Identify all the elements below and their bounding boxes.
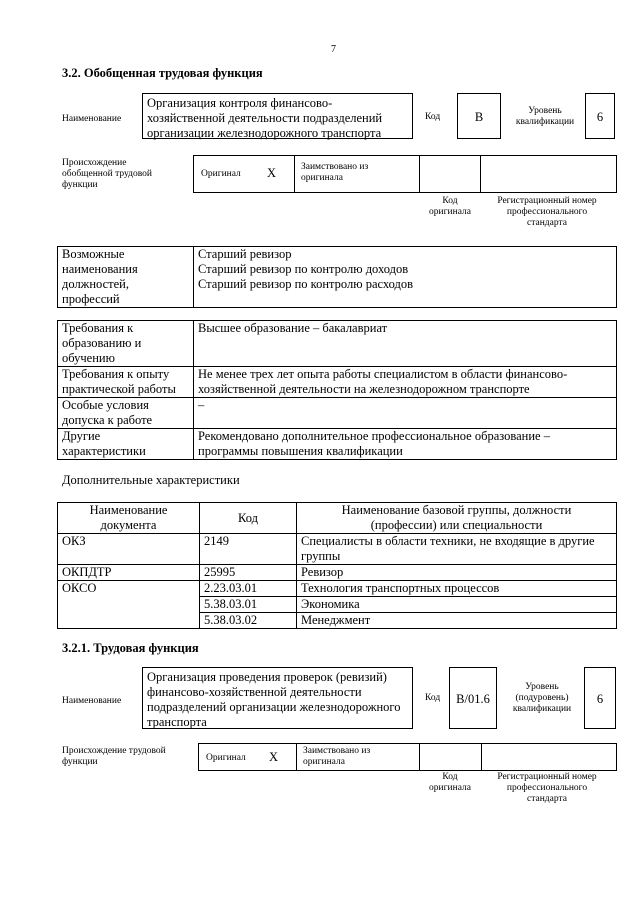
table-row xyxy=(58,565,617,581)
borrowed-label xyxy=(301,162,368,184)
position-item: Старший ревизор xyxy=(198,247,292,261)
row-name: Технология транспортных процессов xyxy=(297,581,617,597)
origin-label-line: функции xyxy=(62,757,98,767)
name-line: хозяйственной деятельности подразделений xyxy=(147,111,383,125)
requirement-value xyxy=(194,398,617,429)
name-line: организации железнодорожного транспорта xyxy=(147,126,382,140)
header-name-line: (профессии) или специальности xyxy=(370,518,543,532)
code-original-line: Код xyxy=(442,196,458,206)
header-name xyxy=(297,503,617,534)
name-line: транспорта xyxy=(147,715,207,729)
header-doc-line: Наименование xyxy=(89,503,168,517)
original-mark: X xyxy=(269,750,279,764)
name-label: Наименование xyxy=(62,114,122,124)
positions-label-line: должностей, xyxy=(62,277,129,291)
code-original-line: Код xyxy=(442,772,458,782)
level-value: 6 xyxy=(584,667,616,729)
code-original-label xyxy=(420,196,480,218)
row-name-line: группы xyxy=(301,549,341,563)
generalized-function-name xyxy=(142,93,413,139)
level-label xyxy=(507,682,577,715)
requirement-label-line: Требования к xyxy=(62,321,134,335)
divider xyxy=(419,744,420,770)
section-heading: 3.2. Обобщенная трудовая функция xyxy=(62,66,263,80)
positions-label-line: наименования xyxy=(62,262,138,276)
header-doc xyxy=(58,503,200,534)
positions-label-line: Возможные xyxy=(62,247,125,261)
reg-number-label xyxy=(484,772,610,805)
requirement-label xyxy=(58,429,194,460)
requirement-value-line: Рекомендовано дополнительное профессиональное образование – xyxy=(198,429,550,443)
borrowed-label xyxy=(303,746,370,768)
level-label-line: Уровень xyxy=(525,682,559,692)
reg-number-line: стандарта xyxy=(527,794,567,804)
requirement-value xyxy=(194,321,617,367)
position-item: Старший ревизор по контролю расходов xyxy=(198,277,414,291)
requirement-label xyxy=(58,367,194,398)
requirement-label-line: образованию и xyxy=(62,336,142,350)
origin-table xyxy=(193,155,617,193)
requirement-value-line: Высшее образование – бакалавриат xyxy=(198,321,388,335)
divider xyxy=(296,744,297,770)
row-code: 5.38.03.01 xyxy=(200,597,297,613)
reg-number-line: профессионального xyxy=(506,783,588,793)
name-label: Наименование xyxy=(62,696,122,706)
additional-table xyxy=(57,502,617,629)
name-line: Организация проведения проверок (ревизий) xyxy=(147,670,387,684)
divider xyxy=(481,744,482,770)
origin-label-line: Происхождение xyxy=(62,158,127,168)
requirements-table xyxy=(57,320,617,460)
requirement-value-line: хозяйственной деятельности на железнодорожном транспорте xyxy=(198,382,530,396)
requirement-label-line: допуска к работе xyxy=(62,413,153,427)
requirement-value xyxy=(194,367,617,398)
row-code: 2149 xyxy=(200,534,297,565)
requirement-label-line: Другие xyxy=(62,429,101,443)
borrowed-label-line: Заимствовано из xyxy=(303,746,371,756)
code-value: B xyxy=(457,93,501,139)
origin-label-line: функции xyxy=(62,180,98,190)
reg-number-line: Регистрационный номер xyxy=(497,772,597,782)
origin-label-line: обобщенной трудовой xyxy=(62,169,152,179)
reg-number-line: Регистрационный номер xyxy=(497,196,597,206)
level-label xyxy=(510,106,580,128)
row-doc: ОКПДТР xyxy=(58,565,200,581)
requirement-value-line: программы повышения квалификации xyxy=(198,444,403,458)
original-mark: X xyxy=(267,166,277,180)
name-line: финансово-хозяйственной деятельности xyxy=(147,685,362,699)
row-doc: ОКЗ xyxy=(58,534,200,565)
name-line: Организация контроля финансово- xyxy=(147,96,333,110)
original-label: Оригинал xyxy=(201,169,241,179)
reg-number-label xyxy=(484,196,610,229)
row-code: 25995 xyxy=(200,565,297,581)
code-label: Код xyxy=(425,112,441,122)
reg-number-line: стандарта xyxy=(527,218,567,228)
reg-number-line: профессионального xyxy=(506,207,588,217)
code-value: B/01.6 xyxy=(449,667,497,729)
header-name-line: Наименование базовой группы, должности xyxy=(341,503,572,517)
requirement-value-line: – xyxy=(198,398,205,412)
row-doc: ОКСО xyxy=(58,581,200,629)
requirement-label-line: Требования к опыту xyxy=(62,367,170,381)
origin-label-line: Происхождение трудовой xyxy=(62,746,166,756)
code-original-label xyxy=(420,772,480,794)
header-code: Код xyxy=(200,503,297,534)
row-name: Менеджмент xyxy=(297,613,617,629)
borrowed-label-line: оригинала xyxy=(303,757,345,767)
page-number: 7 xyxy=(331,44,336,55)
position-item: Старший ревизор по контролю доходов xyxy=(198,262,409,276)
row-name: Экономика xyxy=(297,597,617,613)
level-label-line: квалификации xyxy=(515,117,575,127)
positions-values xyxy=(194,247,617,308)
requirement-label-line: Особые условия xyxy=(62,398,149,412)
row-code: 2.23.03.01 xyxy=(200,581,297,597)
borrowed-label-line: оригинала xyxy=(301,173,343,183)
level-label-line: Уровень xyxy=(528,106,562,116)
origin-table xyxy=(198,743,617,771)
level-label-line: (подуровень) xyxy=(515,693,569,703)
additional-title: Дополнительные характеристики xyxy=(62,473,240,487)
table-row xyxy=(58,534,617,565)
code-original-line: оригинала xyxy=(429,207,471,217)
positions-label-line: профессий xyxy=(62,292,120,306)
row-code: 5.38.03.02 xyxy=(200,613,297,629)
divider xyxy=(294,156,295,192)
requirement-value-line: Не менее трех лет опыта работы специалистом в области финансово- xyxy=(198,367,568,381)
requirement-label-line: практической работы xyxy=(62,382,176,396)
section-heading: 3.2.1. Трудовая функция xyxy=(62,641,199,655)
positions-table xyxy=(57,246,617,308)
borrowed-label-line: Заимствовано из xyxy=(301,162,369,172)
code-label: Код xyxy=(425,693,441,703)
requirement-label-line: обучению xyxy=(62,351,115,365)
original-label: Оригинал xyxy=(206,753,246,763)
divider xyxy=(480,156,481,192)
requirement-label xyxy=(58,321,194,367)
row-name: Ревизор xyxy=(297,565,617,581)
header-doc-line: документа xyxy=(100,518,157,532)
name-line: подразделений организации железнодорожного xyxy=(147,700,401,714)
row-name xyxy=(297,534,617,565)
requirement-label xyxy=(58,398,194,429)
level-value: 6 xyxy=(585,93,615,139)
positions-label xyxy=(58,247,194,308)
requirement-value xyxy=(194,429,617,460)
code-original-line: оригинала xyxy=(429,783,471,793)
divider xyxy=(419,156,420,192)
origin-label xyxy=(62,158,152,191)
level-label-line: квалификации xyxy=(512,704,572,714)
row-name-line: Специалисты в области техники, не входящие в другие xyxy=(301,534,595,548)
table-row xyxy=(58,581,617,597)
origin-label xyxy=(62,746,166,768)
requirement-label-line: характеристики xyxy=(62,444,146,458)
labor-function-name xyxy=(142,667,413,729)
